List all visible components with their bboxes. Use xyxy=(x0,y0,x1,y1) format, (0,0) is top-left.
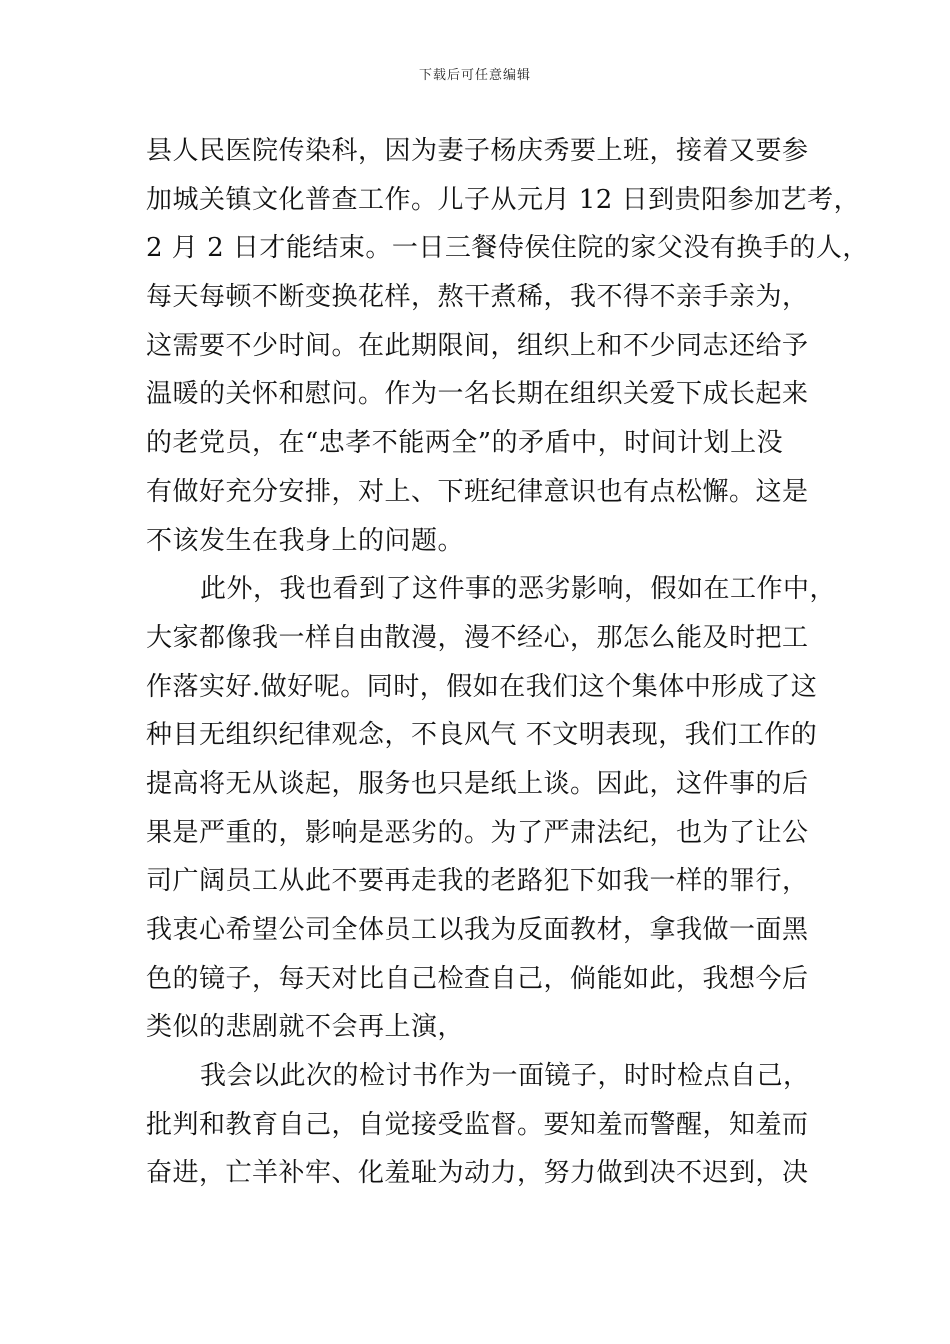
text-line: 不该发生在我身上的问题。 xyxy=(146,525,465,556)
text-line: 果是严重的，影响是恶劣的。为了严肃法纪，也为了让公 xyxy=(146,817,809,848)
text-line: 加城关镇文化普查工作。儿子从元月 12 日到贵阳参加艺考， xyxy=(146,184,861,215)
document-body xyxy=(146,127,869,1198)
text-line: 种目无组织纪律观念，不良风气 不文明表现，我们工作的 xyxy=(146,720,818,751)
text-line: 大家都像我一样自由散漫，漫不经心，那怎么能及时把工 xyxy=(146,622,809,653)
text-line: 批判和教育自己，自觉接受监督。要知羞而警醒，知羞而 xyxy=(146,1109,809,1140)
text-line: 奋进，亡羊补牢、化羞耻为动力，努力做到决不迟到，决 xyxy=(146,1158,809,1189)
text-line: 的老党员，在“忠孝不能两全”的矛盾中，时间计划上没 xyxy=(146,428,784,459)
text-line: 这需要不少时间。在此期限间，组织上和不少同志还给予 xyxy=(146,330,809,361)
text-line: 提高将无从谈起，服务也只是纸上谈。因此，这件事的后 xyxy=(146,768,809,799)
text-line: 作落实好.做好呢。同时，假如在我们这个集体中形成了这 xyxy=(146,671,818,702)
text-line: 每天每顿不断变换花样，熬干煮稀，我不得不亲手亲为， xyxy=(146,282,809,313)
text-line: 我衷心希望公司全体员工以我为反面教材，拿我做一面黑 xyxy=(146,915,809,945)
text-line: 县人民医院传染科，因为妻子杨庆秀要上班，接着又要参 xyxy=(146,136,809,166)
text-line: 司广阔员工从此不要再走我的老路犯下如我一样的罪行， xyxy=(146,866,809,897)
text-line: 类似的悲剧就不会再上演， xyxy=(146,1012,465,1043)
page-header: 下载后可任意编辑 xyxy=(418,68,531,83)
paragraph-start-line: 我会以此次的检讨书作为一面镜子，时时检点自己， xyxy=(200,1061,810,1092)
text-line: 温暖的关怀和慰问。作为一名长期在组织关爱下成长起来 xyxy=(146,379,809,410)
text-line: 有做好充分安排，对上、下班纪律意识也有点松懈。这是 xyxy=(146,476,809,507)
text-line: 2 月 2 日才能结束。一日三餐侍侯住院的家父没有换手的人， xyxy=(146,233,869,264)
text-line: 色的镜子，每天对比自己检查自己，倘能如此，我想今后 xyxy=(146,963,809,994)
paragraph-start-line: 此外，我也看到了这件事的恶劣影响，假如在工作中， xyxy=(200,574,837,605)
